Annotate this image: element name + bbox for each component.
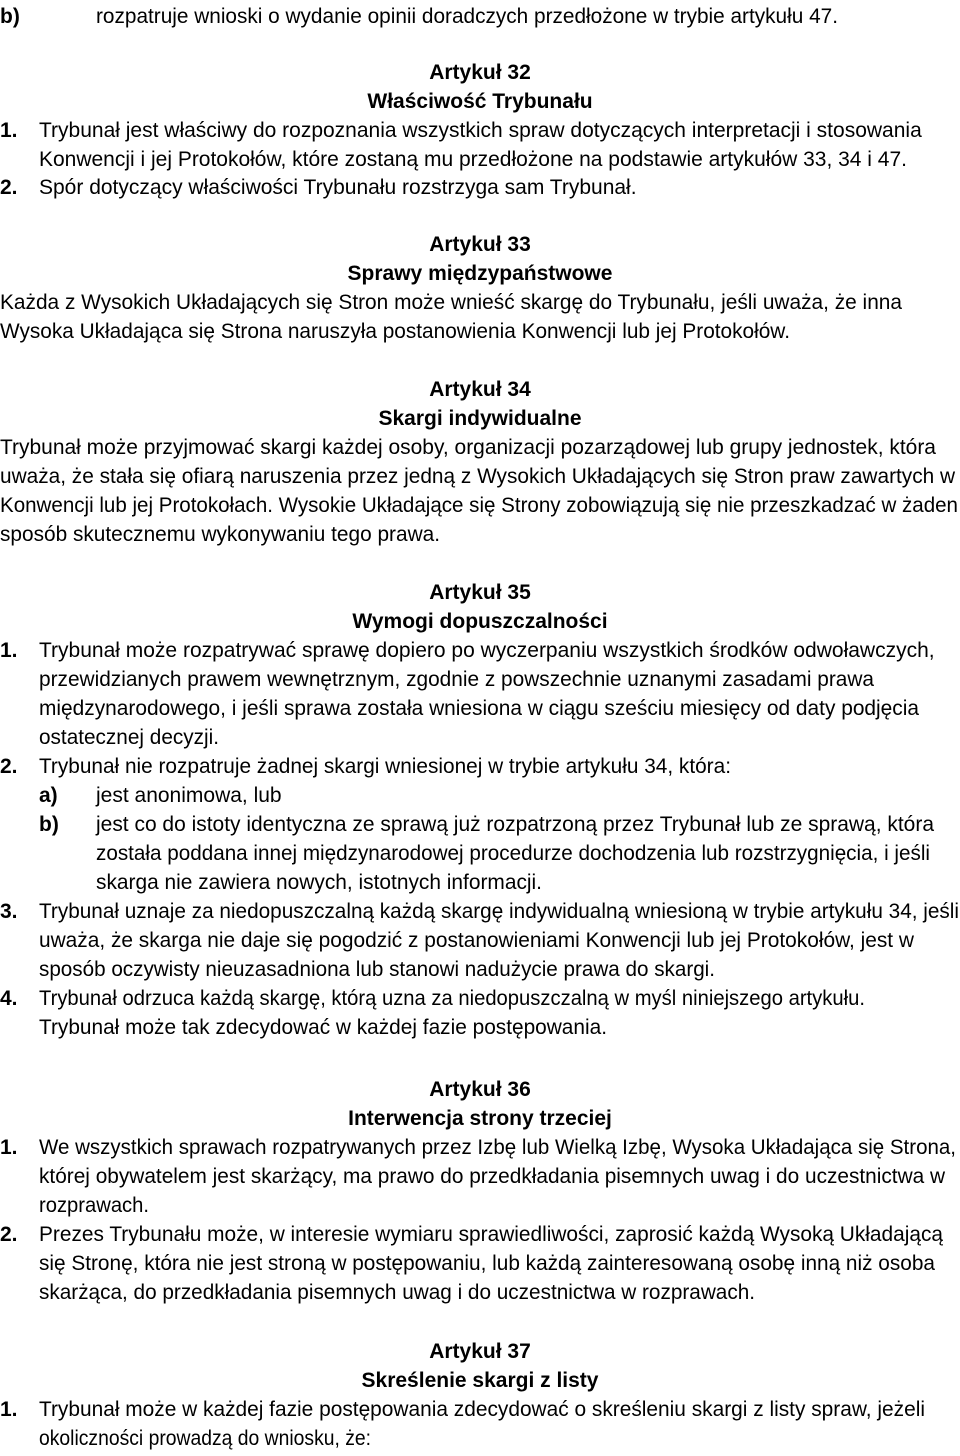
article-35-subtitle: Wymogi dopuszczalności — [352, 610, 608, 633]
paragraph-text: Trybunał może tak zdecydować w każdej fazie postępowania. — [39, 1016, 608, 1039]
paragraph-text: We wszystkich sprawach rozpatrywanych przez Izbę lub Wielką Izbę, Wysoka Układająca się Strona, — [39, 1136, 956, 1159]
paragraph-number: 4. — [0, 987, 18, 1010]
paragraph-text: Trybunał może w każdej fazie postępowania zdecydować o skreśleniu skargi z listy spraw, jeżeli — [39, 1398, 925, 1421]
item-label: b) — [0, 5, 20, 28]
paragraph-text: przewidzianych prawem wewnętrznym, zgodnie z powszechnie uznanymi zasadami prawa — [39, 668, 874, 691]
article-36-subtitle: Interwencja strony trzeciej — [348, 1107, 612, 1130]
article-36-title: Artykuł 36 — [429, 1078, 531, 1101]
paragraph-text: Trybunał jest właściwy do rozpoznania wszystkich spraw dotyczących interpretacji i stosowania — [39, 119, 922, 142]
item-label: b) — [39, 813, 59, 836]
item-label: a) — [39, 784, 58, 807]
item-text: skarga nie zawiera nowych, istotnych informacji. — [96, 871, 543, 894]
paragraph-number: 3. — [0, 900, 18, 923]
paragraph-text: Trybunał może rozpatrywać sprawę dopiero po wyczerpaniu wszystkich środków odwoławczych, — [39, 639, 935, 662]
paragraph-text: Konwencji lub jej Protokołach. Wysokie Układające się Strony zobowiązują się nie przeszkadzać w żaden — [0, 494, 958, 517]
article-32-title: Artykuł 32 — [429, 61, 531, 84]
paragraph-number: 2. — [0, 755, 18, 778]
paragraph-text: się Stronę, która nie jest stroną w postępowaniu, lub każdą zainteresowaną osobę inną niż osoba — [39, 1252, 935, 1275]
paragraph-text: Trybunał odrzuca każdą skargę, którą uzna za niedopuszczalną w myśl niniejszego artykułu. — [39, 987, 865, 1010]
paragraph-text: Konwencji i jej Protokołów, które zostaną mu przedłożone na podstawie artykułów 33, 34 i 47. — [39, 148, 907, 171]
paragraph-text: okoliczności prowadzą do wniosku, że: — [39, 1427, 372, 1450]
article-34-subtitle: Skargi indywidualne — [378, 407, 582, 430]
paragraph-number: 2. — [0, 176, 18, 199]
paragraph-text: uważa, że stała się ofiarą naruszenia przez jedną z Wysokich Układających się Stron praw zawartych w — [0, 465, 956, 488]
paragraph-text: skarżąca, do przedkładania pisemnych uwag i do uczestnictwa w rozprawach. — [39, 1281, 756, 1304]
paragraph-text: Trybunał nie rozpatruje żadnej skargi wniesionej w trybie artykułu 34, która: — [39, 755, 731, 778]
article-35-title: Artykuł 35 — [429, 581, 531, 604]
paragraph-text: Wysoka Układająca się Strona naruszyła postanowienia Konwencji lub jej Protokołów. — [0, 320, 790, 343]
item-text: jest co do istoty identyczna ze sprawą już rozpatrzoną przez Trybunał lub ze sprawą, która — [96, 813, 934, 836]
paragraph-number: 2. — [0, 1223, 18, 1246]
paragraph-number: 1. — [0, 1398, 18, 1421]
article-32-subtitle: Właściwość Trybunału — [367, 90, 593, 113]
paragraph-number: 1. — [0, 119, 18, 142]
article-37-subtitle: Skreślenie skargi z listy — [361, 1369, 599, 1392]
item-text: jest anonimowa, lub — [96, 784, 282, 807]
article-33-subtitle: Sprawy międzypaństwowe — [347, 262, 613, 285]
article-37-title: Artykuł 37 — [429, 1340, 531, 1363]
paragraph-text: sposób oczywisty nieuzasadniona lub stanowi nadużycie prawa do skargi. — [39, 958, 716, 981]
paragraph-number: 1. — [0, 1136, 18, 1159]
article-33-title: Artykuł 33 — [429, 233, 531, 256]
paragraph-text: której obywatelem jest skarżący, ma prawo do przedkładania pisemnych uwag i do uczestnictwa w — [39, 1165, 946, 1188]
paragraph-text: rozprawach. — [39, 1194, 149, 1217]
paragraph-text: Prezes Trybunału może, w interesie wymiaru sprawiedliwości, zaprosić każdą Wysoką Układającą — [39, 1223, 943, 1246]
paragraph-text: Każda z Wysokich Układających się Stron może wnieść skargę do Trybunału, jeśli uważa, że inna — [0, 291, 903, 314]
paragraph-text: Spór dotyczący właściwości Trybunału rozstrzyga sam Trybunał. — [39, 176, 637, 199]
article-34-title: Artykuł 34 — [429, 378, 531, 401]
paragraph-text: ostatecznej decyzji. — [39, 726, 219, 749]
paragraph-text: uważa, że skarga nie daje się pogodzić z postanowieniami Konwencji lub jej Protokołów, jest w — [39, 929, 914, 952]
paragraph-text: sposób skutecznemu wykonywaniu tego prawa. — [0, 523, 440, 546]
paragraph-text: międzynarodowego, i jeśli sprawa została wniesiona w ciągu sześciu miesięcy od daty podjęcia — [39, 697, 920, 720]
item-text: została poddana innej międzynarodowej procedurze dochodzenia lub rozstrzygnięcia, i jeśli — [96, 842, 931, 865]
paragraph-number: 1. — [0, 639, 18, 662]
item-text: rozpatruje wnioski o wydanie opinii doradczych przedłożone w trybie artykułu 47. — [96, 5, 838, 28]
paragraph-text: Trybunał może przyjmować skargi każdej osoby, organizacji pozarządowej lub grupy jednostek, która — [0, 436, 936, 459]
paragraph-text: Trybunał uznaje za niedopuszczalną każdą skargę indywidualną wniesioną w trybie artykułu 34, jeśli — [39, 900, 960, 923]
